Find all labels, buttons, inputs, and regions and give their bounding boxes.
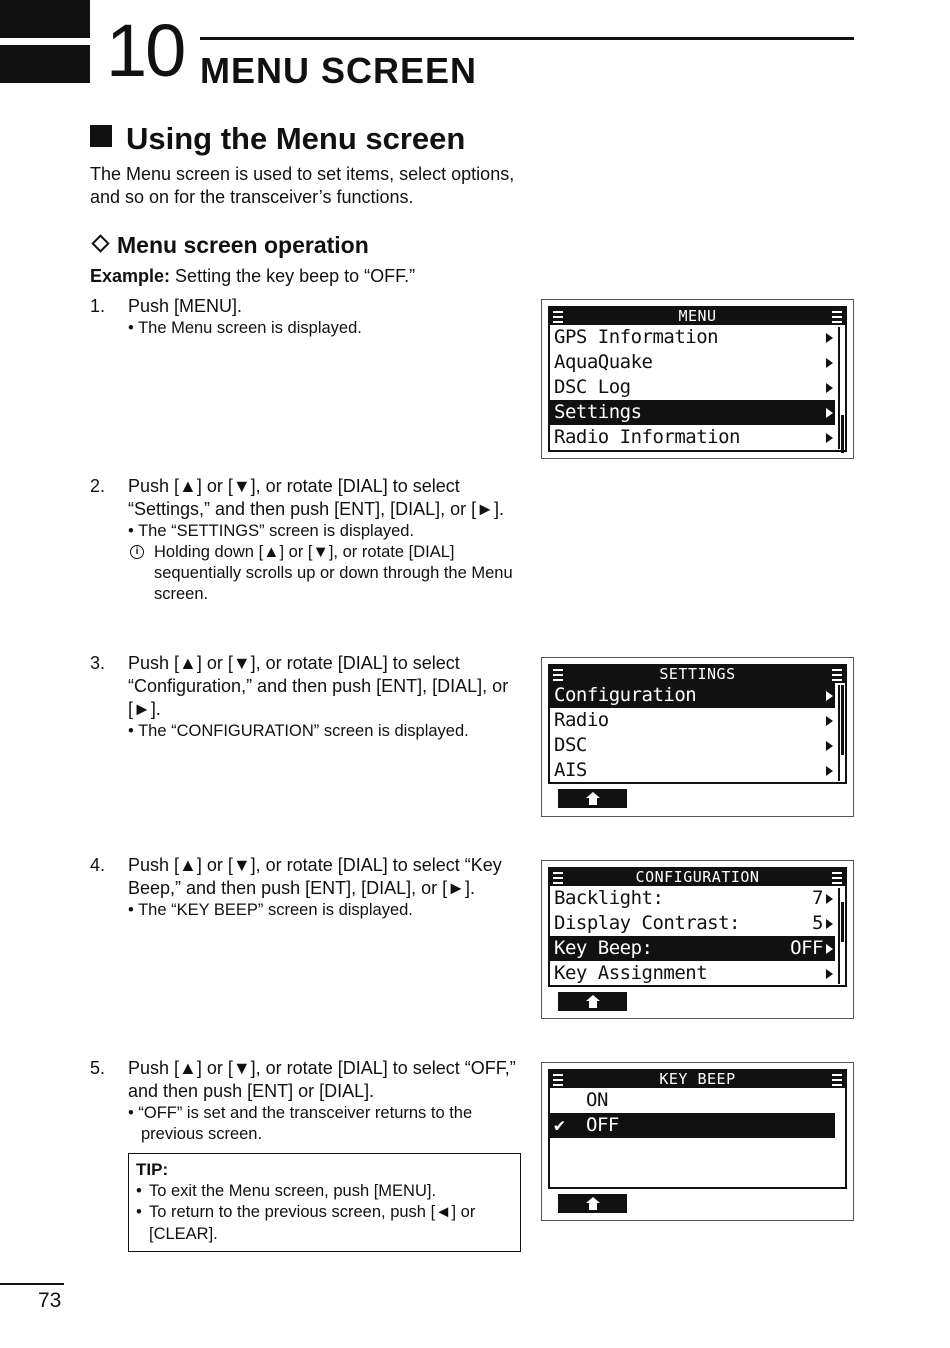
right-arrow-icon <box>826 433 833 443</box>
step-number: 1. <box>90 296 106 316</box>
menu-lines-icon <box>552 308 564 325</box>
settings-screen-illustration <box>541 657 854 817</box>
configuration-screen-illustration <box>541 860 854 1019</box>
lcd-row-selected: ✔ OFF <box>550 1113 835 1138</box>
lcd-row: ON <box>586 1089 608 1111</box>
page-number: 73 <box>38 1289 62 1312</box>
lcd-row: Radio <box>550 708 835 733</box>
example-line <box>90 266 415 287</box>
right-arrow-icon <box>826 969 833 979</box>
chapter-title: MENU SCREEN <box>200 50 478 91</box>
right-arrow-icon <box>826 894 833 904</box>
menu-screen-illustration <box>541 299 854 459</box>
step-bullet: • The Menu screen is displayed. <box>128 319 362 337</box>
chapter-tab-bar-top <box>0 0 90 38</box>
lcd-row: AIS <box>550 758 835 783</box>
chapter-number: 10 <box>106 9 185 92</box>
lcd-header <box>550 1071 845 1088</box>
step-text: Push [▲] or [▼], or rotate [DIAL] to select “Settings,” and then push [ENT], [DIAL], or [►]. <box>128 476 504 519</box>
right-arrow-icon <box>826 716 833 726</box>
step-text: Push [▲] or [▼], or rotate [DIAL] to select “Configuration,” and then push [ENT], [DIAL], or [►]. <box>128 653 509 719</box>
subsection-title: Menu screen operation <box>117 232 369 258</box>
right-arrow-icon <box>826 944 833 954</box>
lcd-title: SETTINGS <box>659 665 736 683</box>
lcd-row-selected: Key Beep: OFF <box>550 936 835 961</box>
menu-lines-icon <box>552 666 564 683</box>
menu-lines-icon <box>552 869 564 886</box>
chapter-rule <box>200 37 854 40</box>
lcd-row-selected: Configuration <box>550 683 835 708</box>
home-icon <box>558 992 627 1011</box>
right-arrow-icon <box>826 383 833 393</box>
home-icon <box>558 789 627 808</box>
menu-lines-icon <box>831 308 843 325</box>
example-label: Example: <box>90 266 171 286</box>
lcd-row: Backlight: 7 <box>550 886 835 911</box>
right-arrow-icon <box>826 741 833 751</box>
step-number: 5. <box>90 1058 106 1078</box>
right-arrow-icon <box>826 766 833 776</box>
lcd-row: Radio Information <box>550 425 835 450</box>
footer-rule <box>0 1283 64 1285</box>
step-2 <box>90 475 530 605</box>
lcd-value: 7 <box>812 887 823 909</box>
lcd-header <box>550 308 845 325</box>
step-note-text: Holding down [▲] or [▼], or rotate [DIAL] sequentially scrolls up or down through the Menu screen. <box>154 543 513 603</box>
lcd-value: OFF <box>790 937 823 959</box>
step-bullet: • The “SETTINGS” screen is displayed. <box>128 522 415 540</box>
lcd-row: DSC <box>550 733 835 758</box>
lcd-title: KEY BEEP <box>659 1070 736 1088</box>
menu-lines-icon <box>831 869 843 886</box>
lcd-row: Display Contrast: 5 <box>550 911 835 936</box>
lcd-header <box>550 869 845 886</box>
lcd-value: 5 <box>812 912 823 934</box>
lcd-display <box>548 664 847 784</box>
tip-item: • To return to the previous screen, push [◄] or [CLEAR]. <box>136 1202 513 1245</box>
example-text: Setting the key beep to “OFF.” <box>170 266 416 286</box>
right-arrow-icon <box>826 919 833 929</box>
tip-item: • To exit the Menu screen, push [MENU]. <box>136 1181 513 1203</box>
right-arrow-icon <box>826 408 833 418</box>
section-intro: The Menu screen is used to set items, select options, and so on for the transceiver’s functions. <box>90 164 515 207</box>
lcd-display <box>548 1069 847 1189</box>
lcd-row: Key Assignment <box>550 961 835 986</box>
lcd-scrollbar <box>838 888 844 984</box>
checkmark-icon: ✔ <box>554 1115 565 1136</box>
right-arrow-icon <box>826 691 833 701</box>
right-arrow-icon <box>826 333 833 343</box>
lcd-scrollbar <box>838 327 844 449</box>
lcd-scrollbar <box>838 685 844 781</box>
step-text: Push [▲] or [▼], or rotate [DIAL] to select “OFF,” and then push [ENT] or [DIAL]. <box>128 1058 516 1101</box>
section-heading <box>90 121 465 157</box>
lcd-display <box>548 306 847 452</box>
step-number: 4. <box>90 855 106 875</box>
home-icon <box>558 1194 627 1213</box>
lcd-row: DSC Log <box>550 375 835 400</box>
lcd-title: CONFIGURATION <box>635 868 760 886</box>
step-text: Push [▲] or [▼], or rotate [DIAL] to select “Key Beep,” and then push [ENT], [DIAL], or [►]. <box>128 855 502 898</box>
step-bullet: • The “CONFIGURATION” screen is displayed. <box>128 722 469 740</box>
step-number: 3. <box>90 653 106 673</box>
key-beep-screen-illustration <box>541 1062 854 1221</box>
step-note <box>128 542 530 605</box>
step-text: Push [MENU]. <box>128 296 243 316</box>
lcd-display <box>548 867 847 987</box>
step-number: 2. <box>90 476 106 496</box>
lcd-title: MENU <box>678 307 717 325</box>
menu-lines-icon <box>831 666 843 683</box>
subsection-heading <box>90 232 369 259</box>
step-bullet: • “OFF” is set and the transceiver returns to the previous screen. <box>128 1104 473 1143</box>
lcd-row: GPS Information <box>550 325 835 350</box>
section-title: Using the Menu screen <box>126 121 466 156</box>
lcd-row: AquaQuake <box>550 350 835 375</box>
step-3 <box>90 652 530 742</box>
lcd-row-selected: Settings <box>550 400 835 425</box>
step-bullet: • The “KEY BEEP” screen is displayed. <box>128 901 413 919</box>
lcd-header <box>550 666 845 683</box>
menu-lines-icon <box>552 1071 564 1088</box>
step-1 <box>90 295 530 339</box>
step-5 <box>90 1057 530 1145</box>
step-4 <box>90 854 530 921</box>
chapter-tab-bar-bottom <box>0 45 90 83</box>
right-arrow-icon <box>826 358 833 368</box>
tip-heading: TIP: <box>136 1160 169 1179</box>
square-bullet-icon <box>90 125 112 147</box>
menu-lines-icon <box>831 1071 843 1088</box>
info-icon: i <box>130 545 144 559</box>
tip-box <box>128 1153 521 1252</box>
diamond-bullet-icon <box>91 234 109 252</box>
